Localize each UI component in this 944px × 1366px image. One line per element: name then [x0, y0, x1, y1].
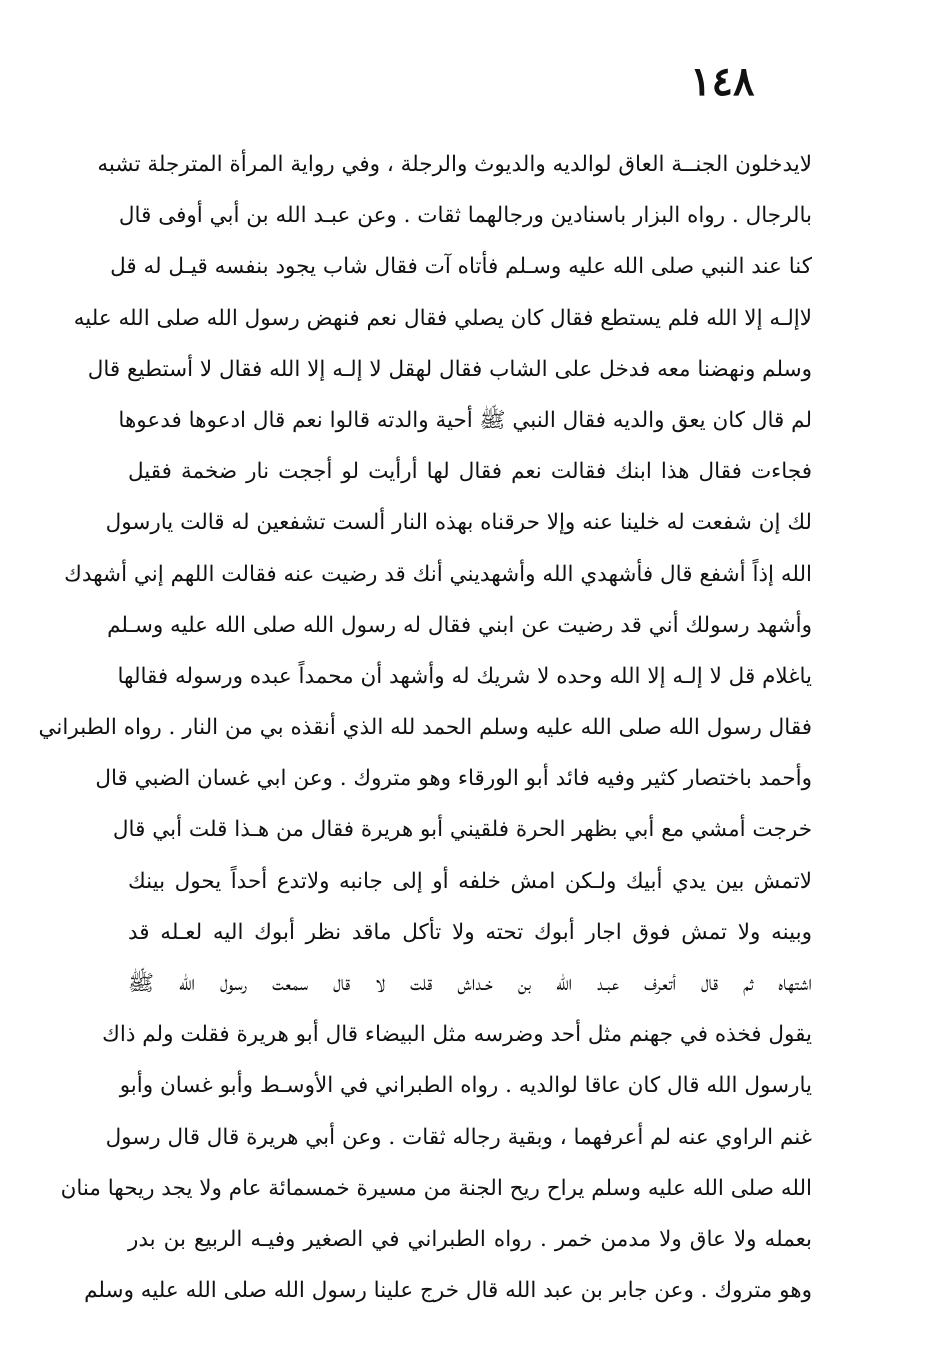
- text-line: لك إن شفعت له خلينا عنه وإلا حرقناه بهذه النار ألست تشفعين له قالت يارسول: [105, 510, 812, 536]
- text-line: اشتهاه ثم قال أتعرف عبـد الله بن خـداش قلت لا قال سمعت رسول الله ﷺ: [128, 971, 812, 996]
- text-line: لاتمش بين يدي أبيك ولـكن امش خلفه أو إلى جانبه ولاتدع أحداً يحول بينك: [128, 868, 812, 894]
- text-line: كنا عند النبي صلى الله عليه وسـلم فأتاه آت فقال شاب يجود بنفسه قيـل له قل: [110, 254, 812, 280]
- text-line: الله إذاً أشفع قال فأشهدي الله وأشهديني أنك قد رضيت عنه فقالت اللهم إني أشهدك: [64, 561, 812, 587]
- text-line: فقال رسول الله صلى الله عليه وسلم الحمد لله الذي أنقذه بي من النار . رواه الطبراني: [38, 715, 812, 741]
- text-line: لم قال كان يعق والديه فقال النبي ﷺ أحية والدته قالوا نعم قال ادعوها فدعوها: [118, 407, 812, 433]
- text-line: وسلم ونهضنا معه فدخل على الشاب فقال لهقل لا إلـه إلا الله فقال لا أستطيع قال: [87, 356, 812, 382]
- text-line: خرجت أمشي مع أبي بظهر الحرة فلقيني أبو هريرة فقال من هـذا قلت أبي قال: [112, 817, 812, 843]
- text-line: بالرجال . رواه البزار باسنادين ورجالهما ثقات . وعن عبـد الله بن أبي أوفى قال: [118, 203, 812, 229]
- body-text: [38, 139, 812, 1316]
- text-line: فجاءت فقال هذا ابنك فقالت نعم فقال لها أرأيت لو أججت نار ضخمة فقيل: [128, 459, 812, 485]
- text-line: الله صلى الله عليه وسلم يراح ريح الجنة من مسيرة خمسمائة عام ولا يجد ريحها منان: [60, 1175, 812, 1201]
- text-line: وأشهد رسولك أني قد رضيت عن ابني فقال له رسول الله صلى الله عليه وسـلم: [107, 612, 812, 638]
- text-line: يقول فخذه في جهنم مثل أحد وضرسه مثل البيضاء قال أبو هريرة فقلت ولم ذاك: [102, 1022, 812, 1048]
- text-line: ياغلام قل لا إلـه إلا الله وحده لا شريك له وأشهد أن محمداً عبده ورسوله فقالها: [117, 663, 812, 689]
- text-line: وأحمد باختصار كثير وفيه فائد أبو الورقاء وهو متروك . وعن ابي غسان الضبي قال: [95, 766, 812, 792]
- text-line: وهو متروك . وعن جابر بن عبد الله قال خرج علينا رسول الله صلى الله عليه وسلم: [84, 1278, 812, 1304]
- text-line: بعمله ولا عاق ولا مدمن خمر . رواه الطبراني في الصغير وفيـه الربيع بن بدر: [128, 1226, 812, 1252]
- text-line: وبينه ولا تمش فوق اجار أبوك تحته ولا تأكل ماقد نظر أبوك اليه لعـله قد: [128, 919, 812, 945]
- text-line: يارسول الله قال كان عاقا لوالديه . رواه الطبراني في الأوسـط وأبو غسان وأبو: [119, 1073, 812, 1099]
- text-line: لايدخلون الجنــة العاق لوالديه والديوث والرجلة ، وفي رواية المرأة المترجلة تشبه: [97, 152, 812, 177]
- text-line: لاإلـه إلا الله فلم يستطع فقال كان يصلي فقال نعم فنهض رسول الله صلى الله عليه: [73, 305, 812, 331]
- page-number: ١٤٨: [690, 58, 755, 105]
- text-line: غنم الراوي عنه لم أعرفهما ، وبقية رجاله ثقات . وعن أبي هريرة قال قال رسول: [105, 1124, 812, 1150]
